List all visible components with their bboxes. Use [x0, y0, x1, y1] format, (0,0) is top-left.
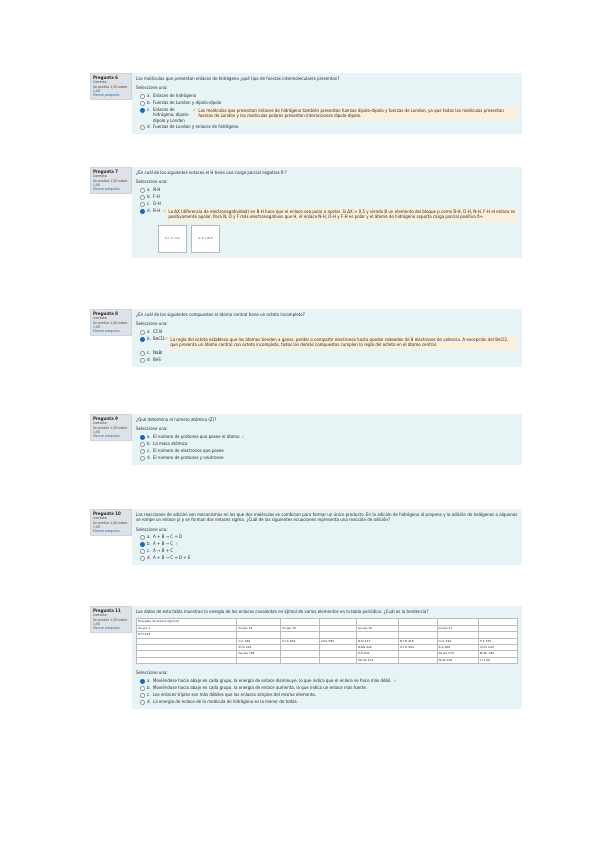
- radio-button[interactable]: [140, 195, 145, 200]
- answer-option[interactable]: [136, 685, 518, 691]
- radio-button[interactable]: [140, 442, 145, 447]
- radio-button-selected[interactable]: [140, 337, 145, 342]
- option-letter: b.: [147, 541, 151, 547]
- radio-button-selected[interactable]: [140, 108, 145, 113]
- bond-table-body: [137, 619, 518, 664]
- table-cell: [319, 657, 356, 663]
- option-text: A → B + C: [153, 548, 174, 554]
- table-cell: I-I 149: [479, 657, 518, 663]
- answer-option-selected[interactable]: [136, 208, 518, 221]
- question-status: Correcta: [93, 613, 107, 618]
- option-letter: d.: [147, 555, 151, 561]
- question-number: Pregunta 9: [93, 416, 118, 421]
- check-icon: ✓: [241, 433, 245, 439]
- bond-energy-table: [136, 618, 518, 664]
- table-row: [137, 657, 518, 663]
- answer-option[interactable]: [136, 201, 518, 207]
- option-text: Los enlaces triples son más débiles que los enlaces simples del mismo elemento.: [153, 691, 317, 697]
- option-letter: c.: [147, 349, 151, 355]
- question-text: Las reacciones de adición son mecanismos en los que dos moléculas se combinan para formar un único producto. En la adición de hidrógeno al propeno y la adición de halógenos a alquenos se rompe un enlace pi y se forman dos enlaces sigma. ¿Cuál de las siguientes ecuaciones representa una reacción de adición?: [136, 512, 518, 523]
- table-cell: F-F 155: [479, 638, 518, 644]
- question-content: [132, 309, 522, 367]
- option-feedback: Las moléculas que presentan enlaces de hidrógeno también presentan fuerzas dipolo-dipolo y fuerzas de London, ya que todas las moléculas presentan fuerzas de London y las moléculas polares presentan interacciones dipolo-dipolo.: [196, 107, 518, 120]
- table-cell: Si-Si 222: [237, 645, 281, 651]
- option-text: Fuerzas de London y dipolo-dipolo: [153, 99, 222, 105]
- structure-label: δ+ δ- H-X: [165, 235, 180, 240]
- check-icon: ✓: [193, 106, 197, 112]
- answer-option[interactable]: [136, 329, 518, 335]
- radio-button[interactable]: [140, 330, 145, 335]
- check-icon: ✓: [393, 677, 397, 683]
- option-text: Fuerzas de London y enlaces de hidrógeno: [153, 124, 239, 130]
- answer-option[interactable]: [136, 357, 518, 363]
- option-text: El número de electrones que posee: [153, 447, 224, 453]
- question-text: ¿En cuál de los siguientes enlaces el H tiene una carga parcial negativa δ-?: [136, 170, 287, 175]
- table-cell: Energías de enlace (kJ/mol): [137, 619, 237, 625]
- table-cell: N-N 167: [357, 638, 399, 644]
- option-text: La energía de enlace de la molécula de hidrógeno es la menor de todas.: [153, 698, 298, 704]
- option-letter: b.: [147, 99, 151, 105]
- question-number: Pregunta 8: [93, 311, 118, 316]
- question-text: ¿Qué determina el número atómico (Z)?: [136, 417, 217, 422]
- question-info: [90, 509, 132, 536]
- radio-button[interactable]: [140, 101, 145, 106]
- question-grade: Se puntúa 1,00 sobre 1,00: [93, 617, 128, 626]
- question-text: ¿En cuál de los siguientes compuestos el átomo central tiene un octeto incompleto?: [136, 312, 305, 317]
- option-letter: b.: [147, 440, 151, 446]
- option-feedback: La ΔX (diferencia de electronegatividad) en B-H hace que el enlace sea polar o apolar. Si ΔX > 0,5 y siendo B un elemento del bloque p como B-H, O-H, N-H, F-H el enlace es positivamente apolar. Para N, O y F más electronegativos que H, el enlace N-H, O-H y F-H es polar y el átomo de hidrógeno soporta carga parcial positiva δ+.: [166, 208, 518, 221]
- option-text: El número de protones y neutrones: [153, 454, 224, 460]
- question-number: Pregunta 7: [93, 169, 118, 174]
- answer-option[interactable]: [136, 194, 518, 200]
- option-text: N-H: [153, 186, 161, 192]
- table-cell: N=N 418: [398, 638, 437, 644]
- check-icon: ✓: [165, 335, 169, 341]
- question-grade: Se puntúa 1,00 sobre 1,00: [93, 320, 128, 329]
- radio-button[interactable]: [140, 700, 145, 705]
- table-cell: Grupo 15: [281, 625, 320, 631]
- option-text: BeCl2: [153, 335, 165, 341]
- answer-option-selected[interactable]: [136, 678, 518, 684]
- answer-option[interactable]: [136, 187, 518, 193]
- table-cell: C=C 602: [281, 638, 320, 644]
- radio-button[interactable]: [140, 94, 145, 99]
- option-letter: d.: [147, 454, 151, 460]
- radio-button[interactable]: [140, 693, 145, 698]
- table-cell: [237, 657, 281, 663]
- option-text: Moviéndose hacia abajo en cada grupo, la energía de enlace disminuye, lo que indica que el enlace se hace más débil.: [153, 677, 392, 683]
- question-content: [132, 73, 522, 134]
- radio-button[interactable]: [140, 686, 145, 691]
- option-text: F-H: [153, 193, 160, 199]
- option-letter: a.: [147, 92, 151, 98]
- answer-option[interactable]: [136, 124, 518, 130]
- structure-label: δ- δ+ B-H: [198, 235, 213, 240]
- option-letter: c.: [147, 106, 151, 112]
- table-cell: N≡N 942: [357, 645, 399, 651]
- table-cell: Grupo 14: [237, 625, 281, 631]
- option-text: A + B → C + D + E: [153, 555, 191, 561]
- table-cell: O=O 494: [398, 645, 437, 651]
- option-text: A + B → C: [153, 541, 174, 547]
- option-text: Enlaces de hidrógeno: [153, 92, 197, 98]
- radio-button[interactable]: [140, 549, 145, 554]
- option-text: B-H: [153, 207, 161, 213]
- radio-button[interactable]: [140, 535, 145, 540]
- radio-button[interactable]: [140, 449, 145, 454]
- option-text: Enlaces de hidrógeno, dipolo-dipolo y London: [153, 106, 190, 123]
- option-letter: c.: [147, 548, 151, 554]
- question-status: Correcta: [93, 174, 107, 179]
- option-letter: a.: [147, 186, 151, 192]
- table-cell: Grupo 1: [137, 625, 237, 631]
- question-content: [132, 606, 522, 709]
- question-info: [90, 606, 132, 633]
- table-cell: Grupo 16: [357, 625, 399, 631]
- option-letter: a.: [147, 677, 151, 683]
- select-one-label: Seleccione una:: [136, 426, 168, 432]
- table-cell: [281, 657, 320, 663]
- select-one-label: Seleccione una:: [136, 321, 168, 327]
- flag-question-link[interactable]: Marcar pregunta: [93, 626, 120, 631]
- question-grade: Se puntúa 1,00 sobre 1,00: [93, 178, 128, 187]
- table-cell: C-C 346: [237, 638, 281, 644]
- question-content: [132, 509, 522, 565]
- table-cell: S-S 266: [437, 645, 479, 651]
- table-cell: Te-Te 126: [437, 657, 479, 663]
- radio-button[interactable]: [140, 556, 145, 561]
- question-grade: Se puntúa 1,00 sobre 1,00: [93, 520, 128, 529]
- select-one-label: Seleccione una:: [136, 526, 168, 532]
- option-letter: c.: [147, 447, 151, 453]
- select-one-label: Seleccione una:: [136, 670, 168, 676]
- option-text: A + B → C + D: [153, 534, 183, 540]
- table-cell: [398, 657, 437, 663]
- option-feedback: La regla del octeto establece que los átomos tienden a ganar, perder o compartir electrones hasta quedar rodeados de 8 electrones de valencia. A excepción del BeCl2, que presenta un átomo central con octeto incompleto, todos los demás compuestos cumplen la regla del octeto en el átomo central.: [168, 336, 518, 349]
- table-cell: Se-Se 172: [437, 651, 479, 657]
- answer-option-selected[interactable]: [136, 336, 518, 349]
- radio-button[interactable]: [140, 351, 145, 356]
- flag-question-link[interactable]: Marcar pregunta: [93, 93, 120, 98]
- question-info: [90, 73, 132, 100]
- question-status: Correcta: [93, 80, 107, 85]
- bond-structure-image: [191, 225, 220, 253]
- option-text: NaBr: [153, 349, 163, 355]
- option-letter: a.: [147, 328, 151, 334]
- option-text: O-H: [153, 200, 161, 206]
- flag-question-link[interactable]: Marcar pregunta: [93, 434, 120, 439]
- bond-structure-image: [158, 225, 187, 253]
- table-cell: H-H 432: [137, 632, 237, 638]
- option-letter: a.: [147, 433, 151, 439]
- radio-button[interactable]: [140, 125, 145, 130]
- answer-option[interactable]: [136, 350, 518, 356]
- answer-option[interactable]: [136, 448, 518, 454]
- radio-button-selected[interactable]: [140, 209, 145, 214]
- option-letter: b.: [147, 684, 151, 690]
- answer-option-selected[interactable]: [136, 107, 518, 123]
- question-number: Pregunta 6: [93, 75, 118, 80]
- answer-option[interactable]: [136, 699, 518, 705]
- flag-question-link[interactable]: Marcar pregunta: [93, 187, 120, 192]
- radio-button-selected[interactable]: [140, 542, 145, 547]
- option-text: El número de protones que posee el átomo: [153, 433, 240, 439]
- question-grade: Se puntúa 1,00 sobre 1,00: [93, 425, 128, 434]
- option-letter: b.: [147, 335, 151, 341]
- option-letter: c.: [147, 200, 151, 206]
- flag-question-link[interactable]: Marcar pregunta: [93, 329, 120, 334]
- table-cell: [137, 657, 237, 663]
- option-text: Moviéndose hacia abajo en cada grupo, la energía de enlace aumenta, lo que indica un enlace más fuerte.: [153, 684, 368, 690]
- answer-option[interactable]: [136, 93, 518, 99]
- option-letter: d.: [147, 124, 151, 130]
- table-cell: P-P 201: [357, 651, 399, 657]
- radio-button[interactable]: [140, 188, 145, 193]
- table-cell: Cl-Cl 240: [479, 645, 518, 651]
- answer-option-selected[interactable]: [136, 434, 518, 440]
- question-number: Pregunta 11: [93, 608, 121, 613]
- structure-images: [158, 225, 518, 253]
- option-text: CCl4: [153, 328, 163, 334]
- table-cell: O-O 142: [437, 638, 479, 644]
- question-info: [90, 414, 132, 441]
- check-icon: ✓: [163, 207, 167, 213]
- option-letter: d.: [147, 698, 151, 704]
- check-icon: ✓: [175, 541, 179, 547]
- flag-question-link[interactable]: Marcar pregunta: [93, 529, 120, 534]
- table-cell: Ge-Ge 188: [237, 651, 281, 657]
- answer-option[interactable]: [136, 692, 518, 698]
- question-status: Correcta: [93, 316, 107, 321]
- answer-option[interactable]: [136, 455, 518, 461]
- radio-button[interactable]: [140, 456, 145, 461]
- option-letter: d.: [147, 207, 151, 213]
- select-one-label: Seleccione una:: [136, 85, 168, 91]
- option-letter: b.: [147, 193, 151, 199]
- option-text: La masa atómica: [153, 440, 188, 446]
- answer-option[interactable]: [136, 548, 518, 554]
- table-cell: Grupo 17: [437, 625, 479, 631]
- question-grade: Se puntúa 1,00 sobre 1,00: [93, 84, 128, 93]
- table-cell: Br-Br 190: [479, 651, 518, 657]
- question-text: Los datos de esta tabla muestran la energía de los enlaces covalentes en kJ/mol de varios elementos en la tabla periódica. ¿Cuál es la tendencia?: [136, 609, 429, 614]
- radio-button-selected[interactable]: [140, 679, 145, 684]
- radio-button[interactable]: [140, 202, 145, 207]
- question-status: Correcta: [93, 516, 107, 521]
- radio-button[interactable]: [140, 358, 145, 363]
- answer-option[interactable]: [136, 534, 518, 540]
- answer-option[interactable]: [136, 441, 518, 447]
- question-status: Correcta: [93, 421, 107, 426]
- table-cell: Sb-Sb 121: [357, 657, 399, 663]
- option-letter: a.: [147, 534, 151, 540]
- question-number: Pregunta 10: [93, 511, 121, 516]
- question-content: [132, 414, 522, 465]
- answer-option[interactable]: [136, 100, 518, 106]
- option-letter: d.: [147, 356, 151, 362]
- answer-option-selected[interactable]: [136, 541, 518, 547]
- option-letter: c.: [147, 691, 151, 697]
- question-info: [90, 167, 132, 194]
- question-content: [132, 167, 522, 258]
- option-text: BeS: [153, 356, 161, 362]
- question-text: Las moléculas que presentan enlaces de hidrógeno ¿qué tipo de fuerzas intermoleculares presentan?: [136, 76, 340, 81]
- question-info: [90, 309, 132, 336]
- select-one-label: Seleccione una:: [136, 179, 168, 185]
- table-cell: C≡C 835: [319, 638, 356, 644]
- radio-button-selected[interactable]: [140, 435, 145, 440]
- answer-option[interactable]: [136, 555, 518, 561]
